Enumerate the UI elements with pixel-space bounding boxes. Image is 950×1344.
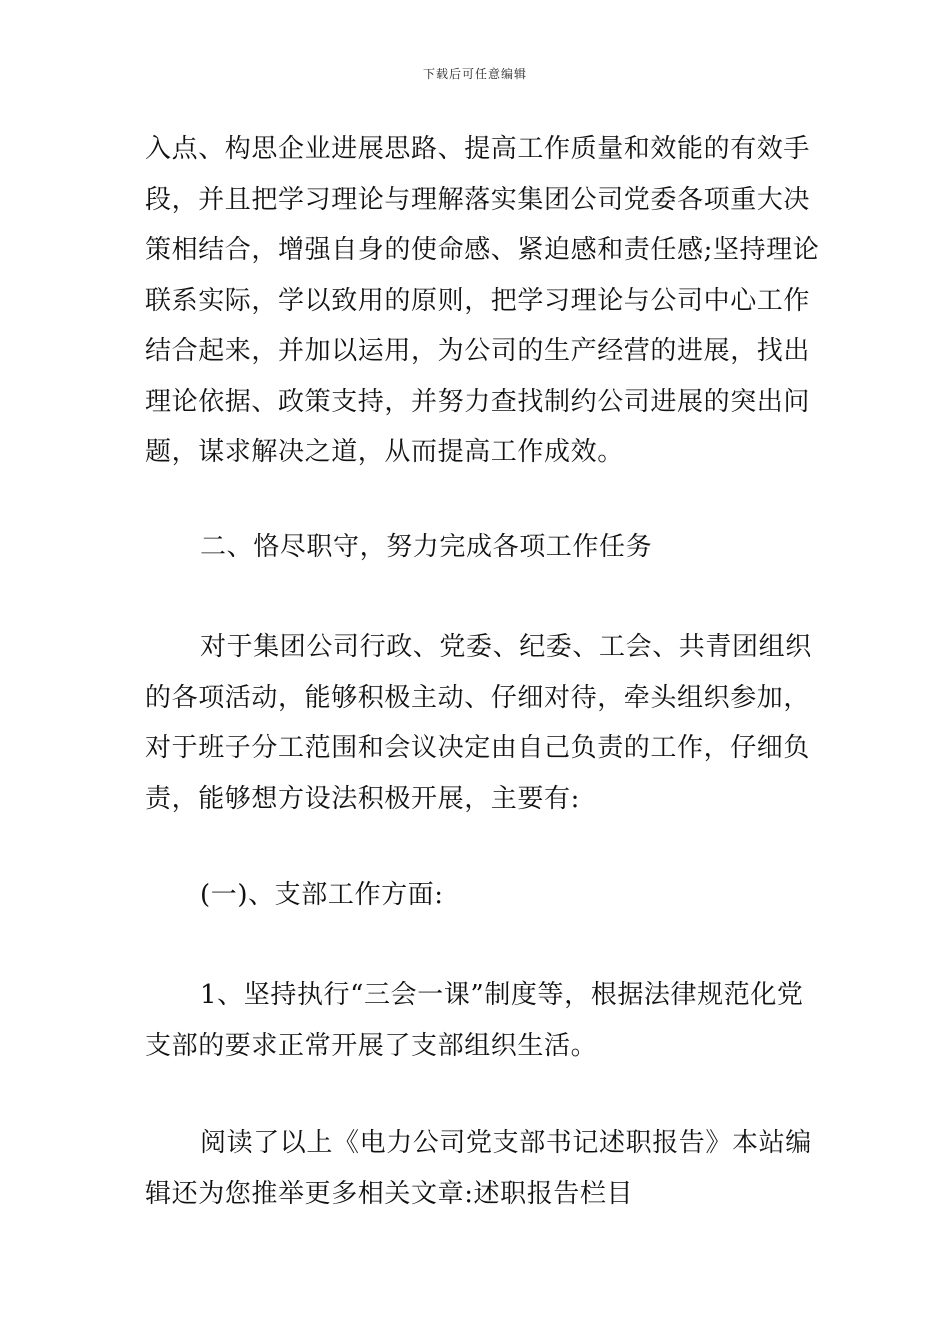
paragraph-line: 对于集团公司行政、党委、纪委、工会、共青团组织 [200, 632, 812, 662]
paragraph-line: 联系实际，学以致用的原则，把学习理论与公司中心工作 [145, 285, 811, 316]
paragraph-closing-recommendation [145, 1118, 810, 1219]
section-heading-duties [145, 522, 810, 573]
list-item-three-meetings [145, 970, 810, 1071]
paragraph-line: 策相结合，增强自身的使命感、紧迫感和责任感;坚持理论 [145, 235, 820, 265]
paragraph-line: 对于班子分工范围和会议决定由自己负责的工作，仔细负 [145, 733, 811, 763]
header-note: 下载后可任意编辑 [422, 67, 527, 81]
paragraph-line: 段，并且把学习理论与理解落实集团公司党委各项重大决 [145, 184, 811, 215]
paragraph-study-theory [145, 124, 820, 478]
section-heading-line: 二、恪尽职守，努力完成各项工作任务 [200, 532, 653, 562]
paragraph-line: 题，谋求解决之道，从而提高工作成效。 [145, 437, 624, 467]
subsection-heading-branch [145, 870, 810, 921]
subsection-heading-line: (一)、支部工作方面: [200, 880, 444, 910]
paragraph-line: 理论依据、政策支持，并努力查找制约公司进展的突出问 [145, 386, 811, 417]
paragraph-line: 支部的要求正常开展了支部组织生活。 [145, 1030, 598, 1061]
paragraph-activities [145, 622, 810, 824]
paragraph-line: 阅读了以上《电力公司党支部书记述职报告》本站编 [200, 1128, 812, 1158]
paragraph-line: 入点、构思企业进展思路、提高工作质量和效能的有效手 [145, 134, 811, 164]
paragraph-line: 辑还为您推举更多相关文章:述职报告栏目 [145, 1178, 634, 1209]
paragraph-line: 责，能够想方设法积极开展，主要有: [145, 783, 580, 814]
paragraph-line: 的各项活动，能够积极主动、仔细对待，牵头组织参加， [145, 682, 811, 713]
paragraph-line: 结合起来，并加以运用，为公司的生产经营的进展，找出 [145, 336, 811, 366]
paragraph-line: 1、坚持执行“三会一课”制度等，根据法律规范化党 [200, 980, 804, 1010]
